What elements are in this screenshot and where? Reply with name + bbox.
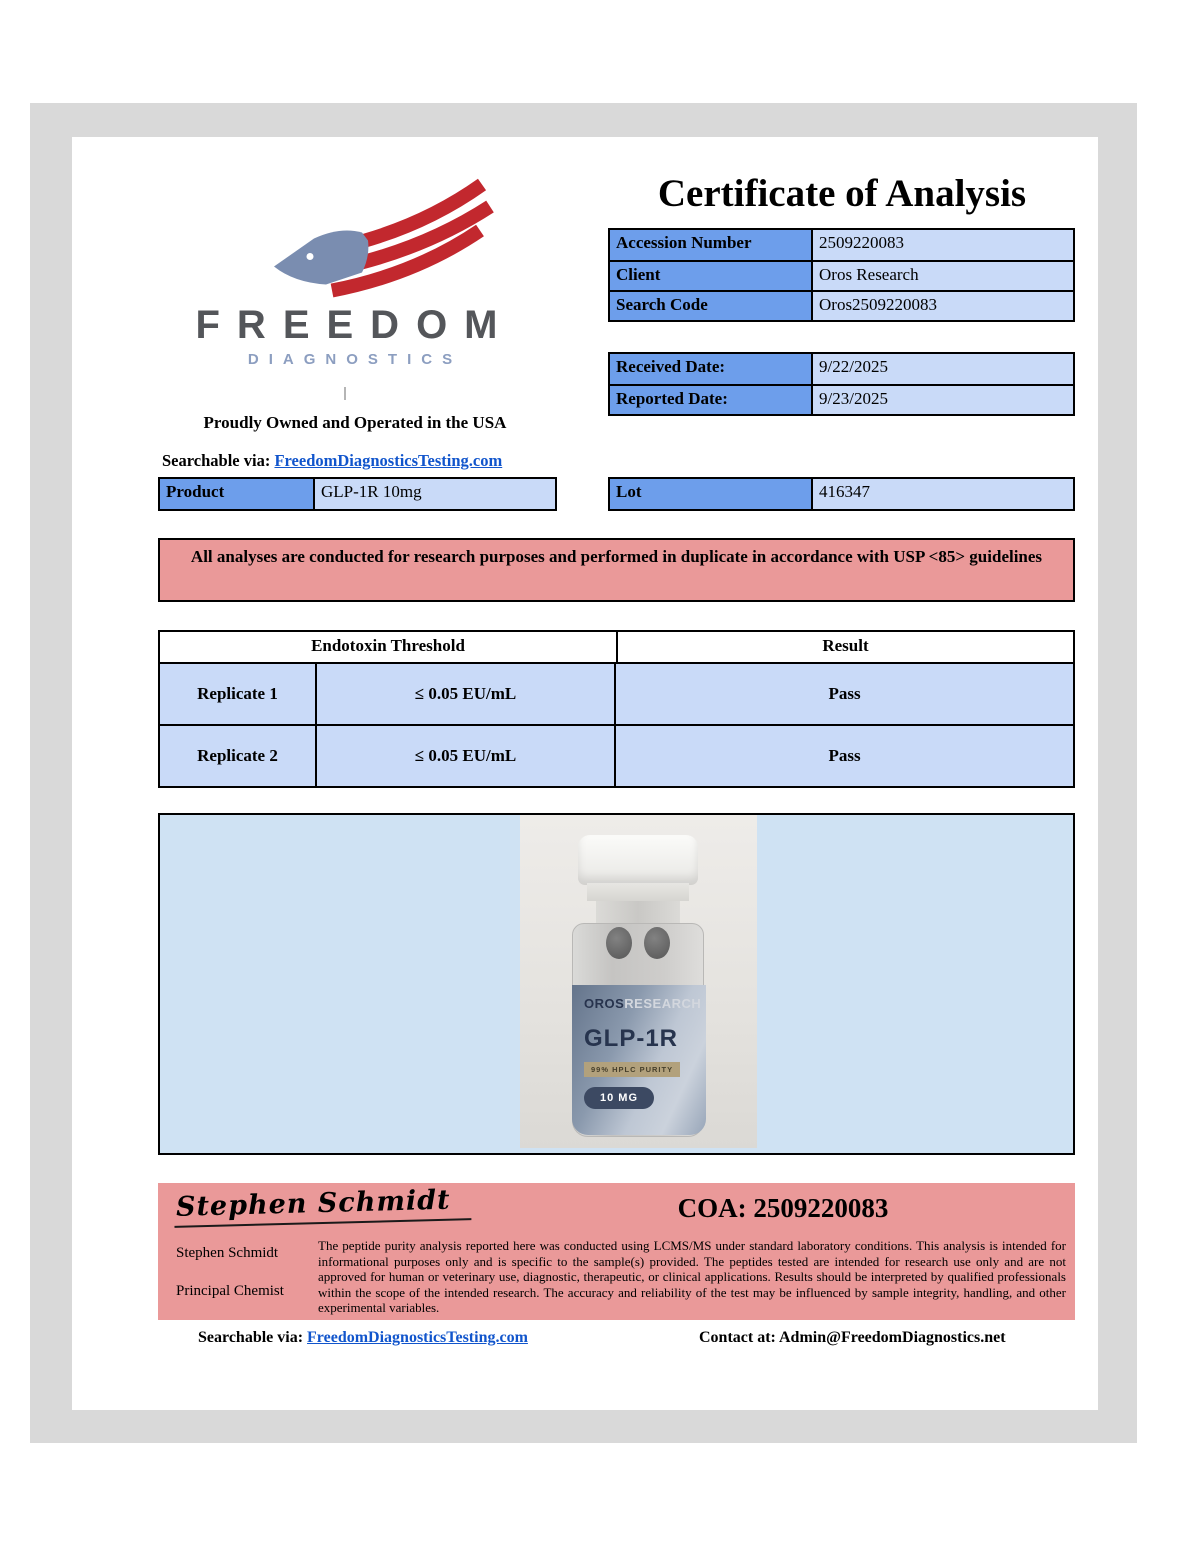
searchable-via-label: Searchable via: [162, 451, 271, 470]
search-code-label: Search Code [610, 292, 813, 320]
reported-date-label: Reported Date: [610, 386, 813, 414]
replicate-1-threshold: ≤ 0.05 EU/mL [317, 664, 616, 724]
result-header: Result [822, 636, 869, 655]
vial-cap [578, 835, 698, 885]
eagle-flag-wing-icon [270, 177, 500, 315]
lot-table [608, 477, 1075, 511]
endotoxin-results-table [158, 630, 1075, 788]
vial-purity-band: 99% HPLC PURITY [584, 1062, 680, 1077]
usp-guidelines-notice: All analyses are conducted for research purposes and performed in duplicate in accordance with USP <85> guidelines [158, 538, 1075, 602]
footer-contact: Contact at: Admin@FreedomDiagnostics.net [699, 1329, 1006, 1346]
footer-searchable-link[interactable]: FreedomDiagnosticsTesting.com [307, 1329, 528, 1346]
endotoxin-threshold-header: Endotoxin Threshold [160, 632, 618, 662]
searchable-via-line [162, 451, 502, 471]
lot-value: 416347 [813, 479, 1073, 509]
received-date-value: 9/22/2025 [813, 354, 1073, 384]
signature-block [158, 1183, 1075, 1320]
certificate-page [72, 137, 1098, 1410]
page-title: Certificate of Analysis [657, 172, 1027, 215]
accession-number-value: 2509220083 [813, 230, 1073, 260]
received-date-label: Received Date: [610, 354, 813, 384]
logo-brand-text: FREEDOM [195, 303, 515, 347]
replicate-2-threshold: ≤ 0.05 EU/mL [317, 726, 616, 786]
vial-photo [520, 815, 757, 1148]
accession-info-table [608, 228, 1075, 322]
product-value: GLP-1R 10mg [315, 479, 555, 509]
dates-table [608, 352, 1075, 416]
table-row [160, 479, 555, 509]
search-code-value: Oros2509220083 [813, 292, 1073, 320]
table-row [610, 384, 1073, 414]
product-label: Product [160, 479, 315, 509]
table-row [160, 724, 1073, 786]
product-photo-box [158, 813, 1075, 1155]
vial-cap-skirt [587, 883, 689, 901]
replicate-2-label: Replicate 2 [160, 726, 317, 786]
replicate-2-result: Pass [828, 746, 861, 765]
client-label: Client [610, 262, 813, 290]
searchable-via-link[interactable]: FreedomDiagnosticsTesting.com [274, 451, 503, 470]
table-row [610, 260, 1073, 290]
vial-stopper-shadow [606, 927, 632, 959]
lot-label: Lot [610, 479, 813, 509]
table-row [610, 479, 1073, 509]
replicate-1-result: Pass [828, 684, 861, 703]
vial-product-name: GLP-1R [584, 1025, 679, 1052]
footer-searchable-line [198, 1329, 528, 1347]
table-row [610, 230, 1073, 260]
vial-stopper-shadow [644, 927, 670, 959]
client-value: Oros Research [813, 262, 1073, 290]
vial-brand2-text: RESEARCH [624, 996, 702, 1011]
product-table [158, 477, 557, 511]
vial-dose-pill: 10 MG [584, 1087, 654, 1109]
table-row [610, 290, 1073, 320]
signer-name: Stephen Schmidt [176, 1245, 279, 1261]
vial-brand-text: OROS [584, 996, 625, 1011]
results-header-row [160, 632, 1073, 662]
reported-date-value: 9/23/2025 [813, 386, 1073, 414]
coa-number: COA: 2509220083 [677, 1193, 889, 1223]
logo-divider-mark [344, 387, 346, 400]
signature-script: Stephen Schmidt [174, 1184, 471, 1228]
logo-sub-brand-text: DIAGNOSTICS [247, 351, 463, 368]
table-row [610, 354, 1073, 384]
vial-neck [596, 901, 680, 925]
logo-tagline: Proudly Owned and Operated in the USA [203, 413, 507, 432]
replicate-1-label: Replicate 1 [160, 664, 317, 724]
disclaimer-text: The peptide purity analysis reported here was conducted using LCMS/MS under standard laboratory conditions. This analysis is intended for informational purposes only and is specific to the sample(s) provided. The peptides tested are intended for research use only and are not approved for human or veterinary use, diagnostic, therapeutic, or clinical applications. Results should be interpreted by qualified professionals within the scope of the intended research. The accuracy and reliability of the test may be influenced by sample integrity, handling, and other experimental variables. [318, 1238, 1066, 1316]
vial-brand-line [584, 995, 706, 1013]
table-row [160, 662, 1073, 724]
footer-searchable-label: Searchable via: [198, 1329, 304, 1346]
accession-number-label: Accession Number [610, 230, 813, 260]
signer-title: Principal Chemist [176, 1283, 284, 1299]
vial-label [572, 985, 706, 1135]
